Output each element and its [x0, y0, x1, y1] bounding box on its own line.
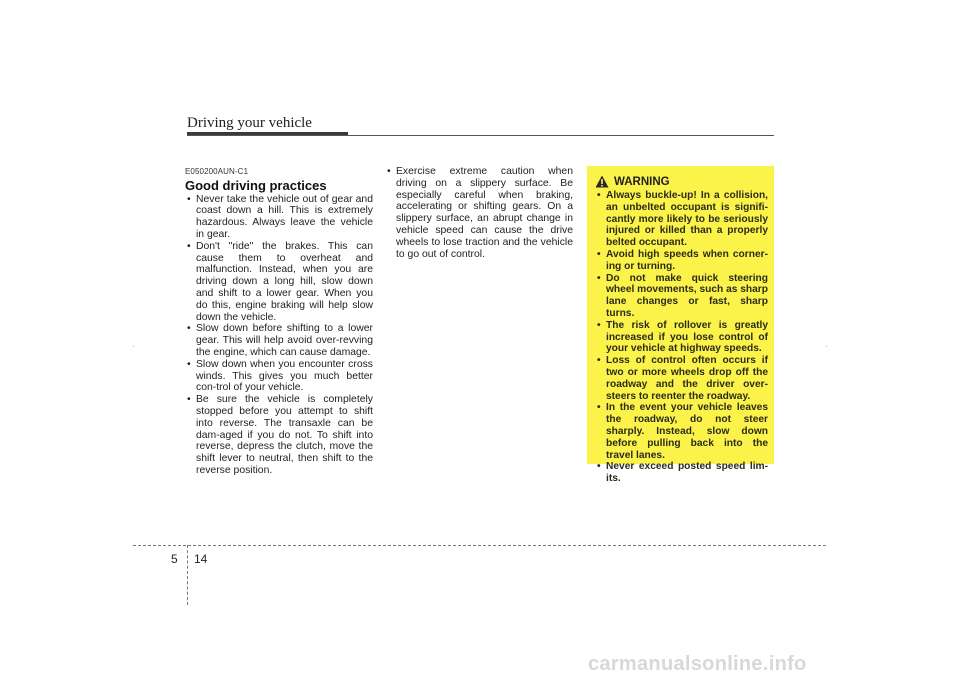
slippery-surface-list	[385, 166, 573, 260]
list-item: • Don't "ride" the brakes. This can cause them to overheat and malfunction. Instead, when you are driving down a long hill, slow down and shift to a lower gear. When you do this, engine braking will help slow down the vehicle.	[185, 241, 373, 324]
warning-header	[595, 175, 768, 188]
page-number: 14	[194, 552, 208, 566]
list-item: • Slow down before shifting to a lower gear. This will help avoid over-revving the engine, which can cause damage.	[185, 323, 373, 358]
list-item: • Never take the vehicle out of gear and coast down a hill. This is extremely hazardous. Always leave the vehicle in gear.	[185, 194, 373, 241]
warning-triangle-icon	[595, 175, 609, 188]
list-item: • Be sure the vehicle is completely stopped before you attempt to shift into reverse. The transaxle can be dam-aged if you do not. To shift into reverse, depress the clutch, move the shift lever to neutral, then shift to the reverse position.	[185, 394, 373, 477]
footer-vertical-divider	[187, 545, 188, 605]
list-item: • Do not make quick steering wheel movements, such as sharp lane changes or fast, sharp turns.	[595, 273, 768, 320]
left-column	[185, 166, 373, 477]
middle-column	[385, 166, 573, 260]
list-item: • In the event your vehicle leaves the roadway, do not steer sharply. Instead, slow down before pulling back into the travel lanes.	[595, 402, 768, 461]
section-code: E050200AUN-C1	[185, 167, 249, 176]
crop-mark	[826, 346, 827, 347]
warning-label: WARNING	[614, 175, 670, 188]
list-item: • Always buckle-up! In a collision, an unbelted occupant is signifi-cantly more likely to be seriously injured or killed than a properly belted occupant.	[595, 190, 768, 249]
warning-list	[595, 190, 768, 485]
list-item: • Never exceed posted speed lim-its.	[595, 461, 768, 485]
chapter-number: 5	[171, 552, 178, 566]
watermark: carmanualsonline.info	[588, 653, 807, 675]
footer-divider	[133, 545, 826, 546]
header-title: Driving your vehicle	[187, 115, 312, 131]
crop-mark	[133, 346, 134, 347]
header-rule	[187, 135, 774, 136]
list-item: • Exercise extreme caution when driving on a slippery surface. Be especially careful when braking, accelerating or shifting gears. On a slippery surface, an abrupt change in vehicle speed can cause the drive wheels to lose traction and the vehicle to go out of control.	[385, 166, 573, 260]
driving-practices-list	[185, 194, 373, 477]
section-title: Good driving practices	[185, 177, 327, 193]
list-item: • Avoid high speeds when corner-ing or turning.	[595, 249, 768, 273]
list-item: • The risk of rollover is greatly increased if you lose control of your vehicle at highway speeds.	[595, 320, 768, 355]
warning-box	[587, 166, 774, 485]
list-item: • Loss of control often occurs if two or more wheels drop off the roadway and the driver over-steers to reenter the roadway.	[595, 355, 768, 402]
list-item: • Slow down when you encounter cross winds. This gives you much better con-trol of your vehicle.	[185, 359, 373, 394]
